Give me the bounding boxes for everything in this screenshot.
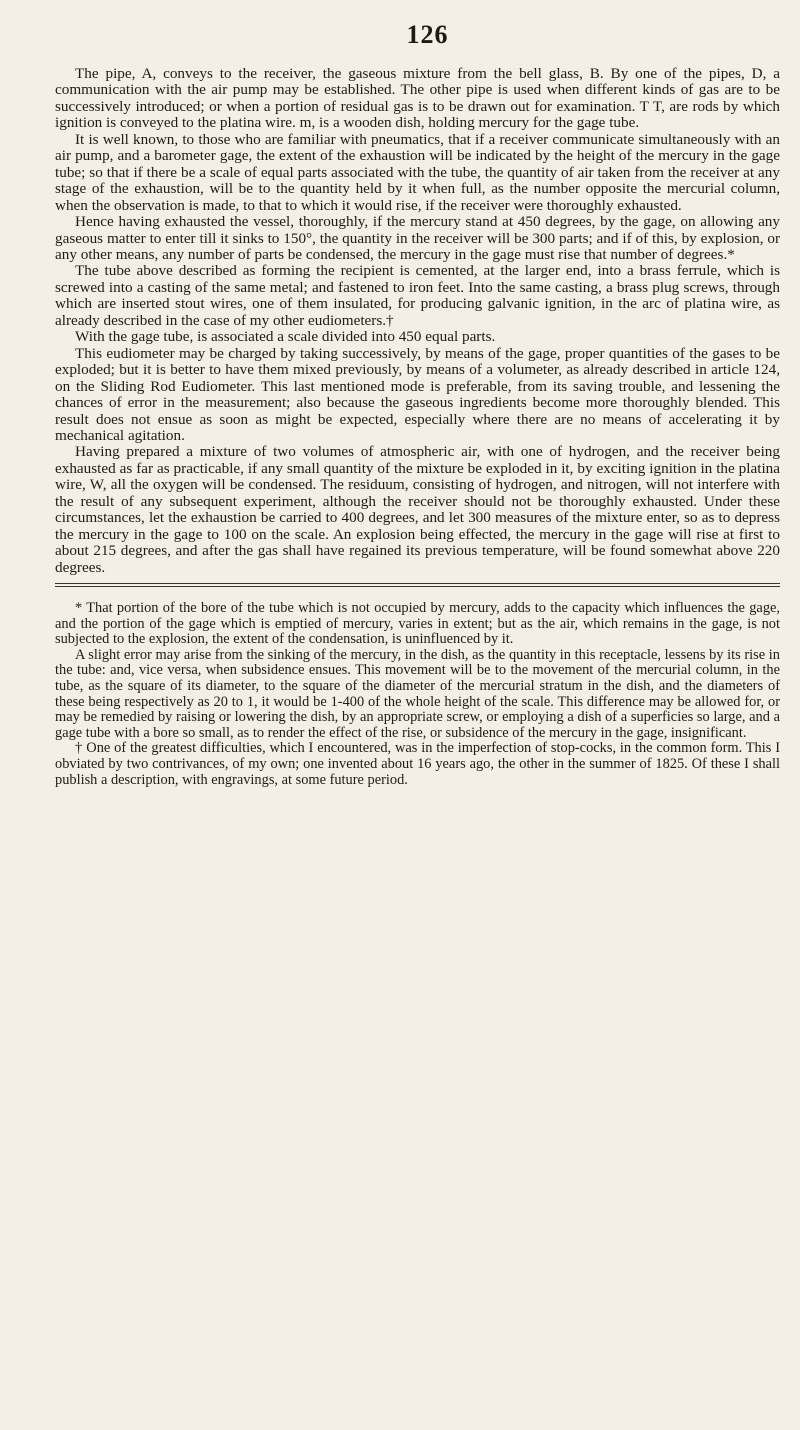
paragraph-scale: With the gage tube, is associated a scale divided into 450 equal parts. <box>75 328 496 346</box>
paragraph-tube-construction: The tube above described as forming the recipient is cemented, at the larger end, into a brass ferrule, which is screwed into a casting of the same metal; and fastened to iron feet. Into the same casting, a brass plug screws, through which are inserted stout wires, one of them insulated, for producing galvanic ignition, in the arc of platina wire, as already described in the case of my other eudiometers.† <box>55 262 780 329</box>
footnotes <box>55 601 780 788</box>
footnote-stop-cocks: † One of the greatest difficulties, which I encountered, was in the imperfection of stop-cocks, in the common form. This I obviated by two contrivances, of my own; one invented about 16 years ago, the other in the summer of 1825. Of these I shall publish a description, with engravings, at some future period. <box>55 740 780 788</box>
paragraph-charging: This eudiometer may be charged by taking successively, by means of the gage, proper quantities of the gases to be exploded; but it is better to have them mixed previously, by means of a volumeter, as already described in article 124, on the Sliding Rod Eudiometer. This last mentioned mode is preferable, from its saving trouble, and lessening the chances of error in the measurement; also because the gaseous ingredients become more thoroughly blended. This result does not ensue as soon as might be expected, especially where there are no means of accelerating it by mechanical agitation. <box>55 344 780 444</box>
footnote-divider <box>55 583 780 587</box>
paragraph-exhaustion-example: Hence having exhausted the vessel, thoroughly, if the mercury stand at 450 degrees, by the gage, on allowing any gaseous matter to enter till it sinks to 150°, the quantity in the receiver will be 300 parts; and if of this, by explosion, or any other means, any number of parts be condensed, the mercury in the gage must rise that number of degrees.* <box>55 213 780 263</box>
book-page <box>55 18 780 788</box>
paragraph-pipe-description: The pipe, A, conveys to the receiver, the gaseous mixture from the bell glass, B. By one of the pipes, D, a communication with the air pump may be established. The other pipe is used when different kinds of gas are to be successively introduced; or when a portion of residual gas is to be drawn out for examination. T T, are rods by which ignition is conveyed to the platina wire. m, is a wooden dish, holding mercury for the gage tube. <box>55 65 780 132</box>
footnote-bore: * That portion of the bore of the tube which is not occupied by mercury, adds to the capacity which influences the gage, and the portion of the gage which is emptied of mercury, varies in extent; but as the air, which remains in the gage, is not subjected to the explosion, the extent of the condensation, is uninfluenced by it. <box>55 600 780 648</box>
page-number: 126 <box>406 20 449 49</box>
main-text <box>55 66 780 576</box>
paragraph-experiment: Having prepared a mixture of two volumes of atmospheric air, with one of hydrogen, and the receiver being exhausted as far as practicable, if any small quantity of the mixture be exploded in it, by exciting ignition in the platina wire, W, all the oxygen will be condensed. The residuum, consisting of hydrogen, and nitrogen, will not interfere with the result of any subsequent experiment, although the receiver should not be thoroughly exhausted. Under these circumstances, let the exhaustion be carried to 400 degrees, and let 300 measures of the mixture enter, so as to depress the mercury in the gage to 100 on the scale. An explosion being effected, the mercury in the gage will rise at first to about 215 degrees, and after the gas shall have regained its previous temperature, will be found somewhat above 220 degrees. <box>55 443 780 576</box>
paragraph-barometer-gage: It is well known, to those who are familiar with pneumatics, that if a receiver communicate simultaneously with an air pump, and a barometer gage, the extent of the exhaustion will be indicated by the height of the mercury in the gage tube; so that if there be a scale of equal parts associated with the tube, the quantity of air taken from the receiver at any stage of the exhaustion, will be to the quantity held by it when full, as the number opposite the mercurial column, when the observation is made, to that to which it would rise, if the receiver were thoroughly exhausted. <box>55 130 780 214</box>
footnote-slight-error: A slight error may arise from the sinking of the mercury, in the dish, as the quantity in this receptacle, lessens by its rise in the tube: and, vice versa, when subsidence ensues. This movement will be to the movement of the mercurial column, in the tube, as the square of its diameter, to the square of the diameter of the mercurial stratum in the dish, and the diameters of these being respectively as 20 to 1, it would be 1-400 of the whole height of the scale. This difference may be allowed for, or may be remedied by raising or lowering the dish, by an appropriate screw, or employing a dish of a superficies so large, and a gage tube with a bore so small, as to render the effect of the rise, or subsidence of the mercury in the gage, insignificant. <box>55 646 780 741</box>
